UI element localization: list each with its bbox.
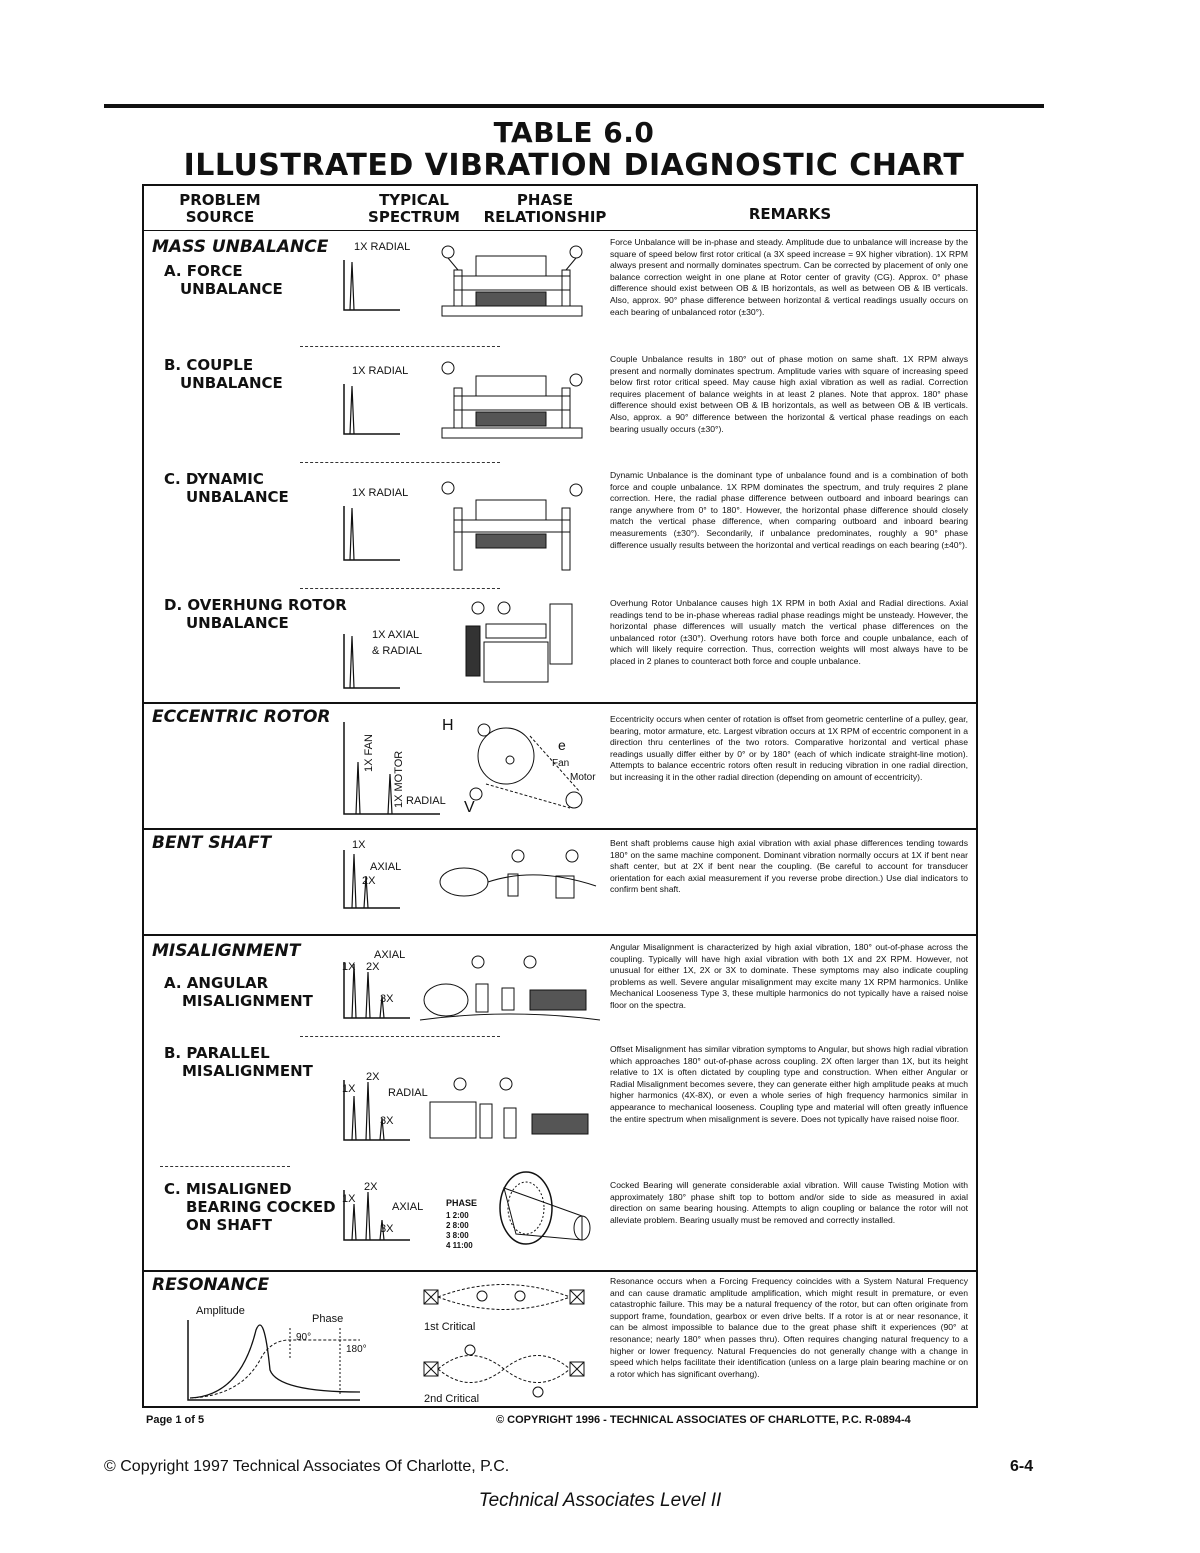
- remark-couple-unbalance: Couple Unbalance results in 180° out of phase motion on same shaft. 1X RPM always present and normally dominates spectrum. Amplitude varies with square of increasing speed below first rotor critical speed. May cause high axial vibration as well as radial. Correction requires placement of balance weights in at least 2 planes. Note that approx. 180° phase difference should exist between OB & IB horizontals, as well as between OB & IB verticals. Also, approx. a 90° difference between the horizontal & vertical phase readings on each bearing usually occurs (±30°).: [610, 354, 968, 434]
- remark-dynamic-unbalance: Dynamic Unbalance is the dominant type of unbalance found and is a combination of both force and couple unbalance. 1X RPM dominates the spectrum, and truly requires 2 plane correction. Here, the radial phase difference between outboard and inboard bearings can range anywhere from 0° to 180°. However, the horizontal phase difference should closely match the vertical phase difference, when comparing outboard and inboard bearing measurements (±30°). Secondarily, if unbalance predominates, roughly a 90° phase difference usually results between the horizontal and vertical readings on each bearing (±40°).: [610, 470, 968, 550]
- spectrum-1x-label: 1X: [342, 1193, 356, 1205]
- divider-dashed: [300, 588, 500, 589]
- row-divider: [144, 1270, 976, 1272]
- remark-bent-shaft: Bent shaft problems cause high axial vibration with axial phase differences tending towards 180° on the same machine component. Dominant vibration normally occurs at 1X if bent near shaft center, but at 2X if bent near the coupling. (Be careful to account for transducer orientation for each axial measurement if you reverse probe direction.) Use dial indicators to confirm bent shaft.: [610, 838, 968, 895]
- divider-dashed: [300, 1036, 500, 1037]
- header-relationship: RELATIONSHIP: [483, 208, 607, 226]
- remark-angular-misalignment: Angular Misalignment is characterized by high axial vibration, 180° out-of-phase across the coupling. Typically will have high axial vibration with both 1X and 2X RPM. However, not unusual for either 1X, 2X or 3X to dominate. These symptoms may also indicate coupling problems as well. Severe angular misalignment may excite many 1X RPM harmonics. Unlike Mechanical Looseness Type 3, these multiple harmonics do not typically have a raised noise floor on the spectra.: [610, 942, 968, 1010]
- spectrum-fan-label: 1X FAN: [363, 734, 375, 772]
- phase-diagram-dynamic: [436, 478, 586, 578]
- label-fan: Fan: [552, 758, 570, 769]
- header-problem: PROBLEM: [179, 191, 261, 209]
- spectrum-overhung: [340, 624, 440, 694]
- header-spectrum: SPECTRUM: [368, 208, 460, 226]
- row-divider: [144, 934, 976, 936]
- divider-dashed: [300, 346, 500, 347]
- spectrum-couple-label: 1X RADIAL: [352, 365, 409, 377]
- spectrum-overhung-label1: 1X AXIAL: [372, 629, 420, 641]
- row-divider: [144, 702, 976, 704]
- peak-1x: [350, 262, 354, 310]
- remark-parallel-misalignment: Offset Misalignment has similar vibration symptoms to Angular, but shows high radial vibration which approaches 180° out-of-phase across coupling. 2X often larger than 1X, but its height relative to 1X is often dictated by coupling type and construction. When either Angular or Radial Misalignment becomes severe, they can generate either high amplitude peaks at much higher harmonics (4X-8X), or even a whole series of high frequency harmonics similar in appearance to mechanical looseness. Coupling type and material will often greatly influence the entire spectrum when misalignment is severe. Does not typically have raised noise floor.: [610, 1044, 968, 1124]
- spectrum-2x-label: 2X: [364, 1181, 378, 1193]
- spectrum-2x-label: 2X: [362, 875, 376, 887]
- label-overhung-unbalance: UNBALANCE: [186, 614, 289, 632]
- top-rule: [104, 104, 1044, 108]
- phase-diagram-overhung: [460, 596, 580, 696]
- section-resonance: RESONANCE: [152, 1275, 270, 1295]
- phase-90-label: 90°: [296, 1332, 312, 1343]
- critical1-label: 1st Critical: [424, 1321, 476, 1333]
- phase-reading-1: 1 2:00: [446, 1211, 469, 1220]
- spectrum-2x-label: 2X: [366, 1071, 380, 1083]
- label-force-unbalance: UNBALANCE: [180, 280, 283, 298]
- section-mass-unbalance: MASS UNBALANCE: [152, 237, 329, 257]
- spectrum-3x-label: 3X: [380, 1115, 394, 1127]
- spectrum-axial-label: AXIAL: [392, 1201, 424, 1213]
- header-remarks: REMARKS: [748, 205, 832, 223]
- spectrum-2x-label: 2X: [366, 961, 380, 973]
- header-typical: TYPICAL: [379, 191, 449, 209]
- label-couple-unbalance: UNBALANCE: [180, 374, 283, 392]
- spectrum-force: [340, 238, 430, 318]
- phase-diagram-cocked: [486, 1168, 606, 1254]
- label-overhung: D. OVERHUNG ROTOR: [164, 596, 347, 614]
- label-angular-misalignment: MISALIGNMENT: [182, 992, 313, 1010]
- spectrum-1x-label: 1X: [342, 1083, 356, 1095]
- label-misaligned: C. MISALIGNED: [164, 1180, 292, 1198]
- phase-diagram-force: [436, 236, 586, 336]
- spectrum-dynamic-label: 1X RADIAL: [352, 487, 409, 499]
- amplitude-label: Amplitude: [196, 1305, 245, 1317]
- label-angular: A. ANGULAR: [164, 974, 269, 992]
- label-force: A. FORCE: [164, 262, 243, 280]
- label-v: V: [464, 799, 475, 816]
- label-couple: B. COUPLE: [164, 356, 254, 374]
- label-parallel: B. PARALLEL: [164, 1044, 270, 1062]
- spectrum-bent-shaft: [340, 836, 440, 916]
- spectrum-overhung-label2: & RADIAL: [372, 645, 423, 657]
- spectrum-1x-label: 1X: [352, 839, 366, 851]
- phase-label: Phase: [312, 1313, 344, 1325]
- label-dynamic-unbalance: UNBALANCE: [186, 488, 289, 506]
- header-phase-relationship: [480, 192, 610, 226]
- section-bent-shaft: BENT SHAFT: [152, 833, 272, 853]
- spectrum-3x-label: 3X: [380, 1223, 394, 1235]
- row-divider: [144, 828, 976, 830]
- header-source: SOURCE: [185, 208, 255, 226]
- header-typical-spectrum: [350, 192, 478, 226]
- table-number: TABLE 6.0: [493, 116, 655, 149]
- phase-diagram-eccentric: [440, 708, 610, 818]
- peak-1x: [350, 508, 354, 560]
- spectrum-force-label: 1X RADIAL: [354, 241, 411, 253]
- spectrum-3x-label: 3X: [380, 993, 394, 1005]
- phase-reading-2: 2 8:00: [446, 1221, 469, 1230]
- spectrum-axial-label: AXIAL: [374, 949, 406, 961]
- spectrum-motor-label: 1X MOTOR: [393, 750, 405, 808]
- header-divider: [144, 230, 976, 231]
- label-bearing-cocked: BEARING COCKED: [186, 1198, 336, 1216]
- spectrum-dynamic: [340, 484, 430, 564]
- page-number: 6-4: [1010, 1458, 1034, 1475]
- spectrum-radial-label: RADIAL: [388, 1087, 428, 1099]
- spectrum-axial-label: AXIAL: [370, 861, 402, 873]
- document-footer-title: Technical Associates Level II: [478, 1490, 722, 1511]
- label-parallel-misalignment: MISALIGNMENT: [182, 1062, 313, 1080]
- label-e: e: [558, 737, 566, 753]
- remark-resonance: Resonance occurs when a Forcing Frequency coincides with a System Natural Frequency and can cause dramatic amplitude amplification, which might result in premature, or even catastrophic failure. This may be a natural frequency of the rotor, but can often originate from support frame, foundation, gearbox or even drive belts. If a rotor is at or near resonance, it can be almost impossible to balance due to the great phase shift it experiences (90° at resonance; nearly 180° when passes thru). Often requires changing natural frequency to a higher or lower frequency. Natural Frequencies do not generally change with a change in speed which helps facilitate their identification (unless on a large plain bearing machine or on a rotor which has significant overhang).: [610, 1276, 968, 1379]
- divider-dashed: [160, 1166, 290, 1167]
- peak-1x: [350, 636, 354, 688]
- divider-dashed: [300, 462, 500, 463]
- phase-diagram-couple: [436, 358, 586, 458]
- phase-diagram-parallel: [420, 1074, 600, 1150]
- document-copyright: © Copyright 1997 Technical Associates Of Charlotte, P.C.: [104, 1458, 510, 1475]
- label-on-shaft: ON SHAFT: [186, 1216, 272, 1234]
- remark-cocked-bearing: Cocked Bearing will generate considerable axial vibration. Will cause Twisting Motion with approximately 180° phase shift top to bottom and/or side to side as measured in axial direction on same bearing housing. Attempts to align coupling or balance the rotor will not alleviate problem. Bearing usually must be removed and correctly installed.: [610, 1180, 968, 1225]
- spectrum-cocked: [340, 1178, 450, 1248]
- spectrum-couple: [340, 362, 430, 442]
- phase-reading-3: 3 8:00: [446, 1231, 469, 1240]
- spectrum-1x-label: 1X: [342, 961, 356, 973]
- page-of: Page 1 of 5: [146, 1414, 205, 1426]
- phase-title: PHASE: [446, 1198, 478, 1208]
- remark-eccentric-rotor: Eccentricity occurs when center of rotation is offset from geometric centerline of a pulley, gear, bearing, motor armature, etc. Largest vibration occurs at 1X RPM of eccentric component in a direction thru centerlines of the two rotors. Comparative horizontal and vertical phase readings usually differ either by 0° or by 180° (each of which indicate straight-line motion). Attempts to balance eccentric rotors often result in reducing vibration in one radial direction, but increasing it in the other radial direction (depending on amount of eccentricity).: [610, 714, 968, 782]
- chart-copyright: © COPYRIGHT 1996 - TECHNICAL ASSOCIATES OF CHARLOTTE, P.C. R-0894-4: [496, 1414, 911, 1426]
- phase-diagram-angular: [420, 950, 600, 1030]
- phase-180-label: 180°: [346, 1344, 367, 1355]
- critical2-label: 2nd Critical: [424, 1393, 480, 1405]
- remark-force-unbalance: Force Unbalance will be in-phase and steady. Amplitude due to unbalance will increase by the square of speed below first rotor critical (a 3X speed increase = 9X higher vibration). 1X RPM always present and normally dominates spectrum. Can be corrected by placement of only one balance correction weight in one plane at Rotor center of gravity (CG). Approx. 0° phase difference should exist between OB & IB horizontals, as well as between OB & IB verticals. Also, approx. 90° phase difference between horizontal & vertical readings usually occurs on each bearing of unbalanced rotor (±30°).: [610, 237, 968, 317]
- section-misalignment: MISALIGNMENT: [152, 941, 301, 961]
- peak-1x: [350, 386, 354, 434]
- header-problem-source: [160, 192, 280, 226]
- critical-modes: [420, 1280, 590, 1406]
- header-phase: PHASE: [516, 191, 574, 209]
- page-title: ILLUSTRATED VIBRATION DIAGNOSTIC CHART: [183, 148, 965, 183]
- section-eccentric-rotor: ECCENTRIC ROTOR: [152, 707, 331, 727]
- resonance-curve: [160, 1300, 390, 1404]
- label-dynamic: C. DYNAMIC: [164, 470, 264, 488]
- phase-diagram-bent-shaft: [436, 846, 606, 916]
- label-motor: Motor: [570, 772, 596, 783]
- remark-overhung-unbalance: Overhung Rotor Unbalance causes high 1X RPM in both Axial and Radial directions. Axial readings tend to be in-phase whereas radial phase readings might be unsteady. However, the horizontal phase differences will usually match the vertical phase differences on the unbalanced rotor (±30°). Overhung rotors have both force and couple unbalance, each of which will likely require correction. Thus, correction weights will most always have to be placed in 2 planes to counteract both force and couple unbalance.: [610, 598, 968, 666]
- label-h: H: [442, 717, 454, 734]
- phase-reading-4: 4 11:00: [446, 1241, 473, 1250]
- spectrum-radial-label: RADIAL: [406, 795, 446, 807]
